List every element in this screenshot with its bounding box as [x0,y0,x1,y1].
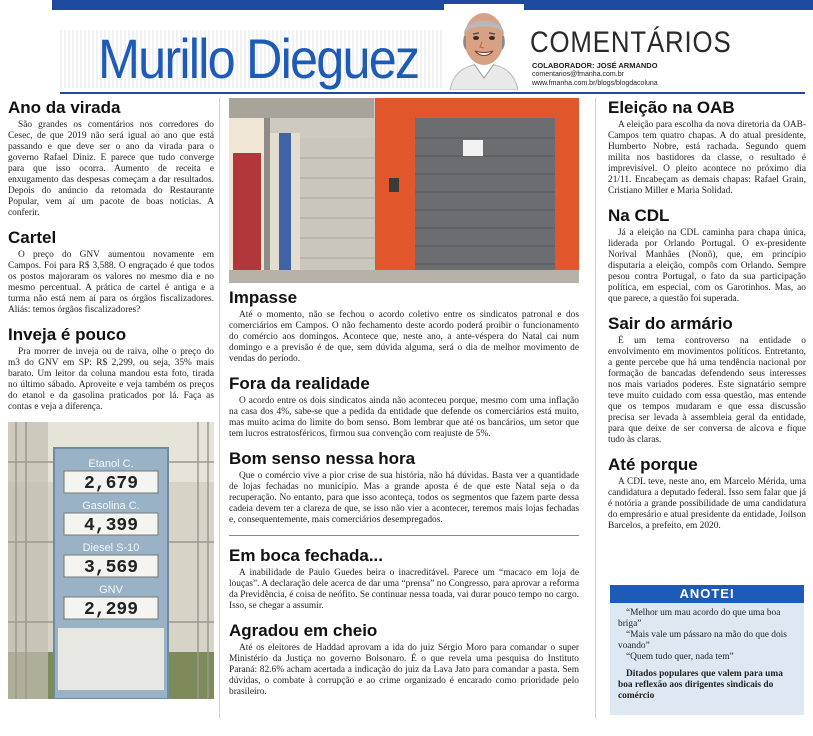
note-body: Até o momento, não se fechou o acordo coletivo entre os sindicatos patronal e dos comerciários em Campos. O não fechamento deste acordo poderá proibir o funcionamento do comércio aos domingos. Acontece que, neste ano, a ante-véspera do Natal cai num domingo e a previsão é de que, sem dúvida alguma, será o dia de melhor movimento de vendas do período. [229,310,579,364]
anotei-closing: Ditados populares que valem para uma boa reflexão aos dirigentes sindicais do comércio [618,669,783,701]
note-impasse [229,288,579,365]
column-divider-right [595,98,596,718]
fuel-price: 2,299 [83,600,139,620]
note-title: Cartel [8,228,57,247]
note-body: O acordo entre os dois sindicatos ainda não aconteceu porque, mesmo com uma inflação na casa dos 4%, sabe-se que a pedida da entidade que defende os comerciários está muito, mas muito acima do limite do bom senso. Bom lembrar que até os bancários, um setor que tem lucros estratosféricos, firmou sua convenção com reajuste de 5%. [229,396,579,439]
fuel-price-sign-photo [8,422,214,699]
section-separator [229,535,579,536]
anotei-title: ANOTEI [610,585,804,603]
note-cartel [8,228,214,316]
note-body: A CDL teve, neste ano, em Marcelo Mérida, uma candidatura a deputado federal. Isso sem falar que já é notória a grande possibilidade de uma candidatura do empresário e atual presidente da entidade, Joilson Barcelos, a prefeito, em 2020. [608,477,806,531]
note-na-cdl [608,206,806,305]
fuel-price: 2,679 [83,474,139,494]
note-body: Pra morrer de inveja ou de raiva, olhe o preço do m3 do GNV em SP: R$ 2,299, ou seja, 35% mais barato. Um leitor da coluna mandou esta foto, tirada no último sábado. Aproveite e veja também os preços do etanol e da gasolina praticados por lá. Faça as contas e veja a diferença. [8,347,214,412]
header-blue-strip [52,0,813,10]
note-title: Até porque [608,455,698,474]
note-body: O preço do GNV aumentou novamente em Campos. Foi para R$ 3,588. O engraçado é que todos os postos majoraram os valores no mesmo dia e no mesmo percentual. A prática de cartel é antiga e a turma não está nem aí para os órgãos fiscalizadores. Aliás: temos órgãos fiscalizadores? [8,250,214,315]
fuel-price: 3,569 [83,558,139,578]
note-sair-do-armario [608,314,806,446]
fuel-label: Etanol C. [88,458,134,470]
closed-shops-photo [229,98,579,283]
note-body: A eleição para escolha da nova diretoria da OAB-Campos tem quatro chapas. A do atual presidente, Humberto Nobre, está rachada. Segundo quem milita nos bastidores da classe, o resultado é imprevisível. O pleito acontece no próximo dia 21/11. Encabeçam as demais chapas: Rafael Grain, Cristiano Miller e Maria Solidad. [608,120,806,196]
blog-url[interactable]: www.fmanha.com.br/blogs/blogdacoluna [532,80,658,87]
header-rule [60,92,805,94]
note-title: Impasse [229,288,298,307]
note-title: Em boca fechada... [229,546,383,565]
note-ano-da-virada [8,98,214,219]
note-title: Bom senso nessa hora [229,449,416,468]
anotei-quote: “Melhor um mau acordo do que uma boa briga” [618,608,781,629]
note-title: Inveja é pouco [8,325,127,344]
collaborator-credit: COLABORADOR: JOSÉ ARMANDO [532,61,658,70]
column-header [0,0,813,96]
note-fora-da-realidade [229,374,579,440]
column-divider-left [219,98,220,718]
note-bom-senso [229,449,579,526]
anotei-quote: “Mais vale um pássaro na mão do que dois voando” [618,630,787,651]
note-body: Que o comércio vive a pior crise de sua história, não há dúvidas. Basta ver a quantidade de lojas fechadas no município. Mas a grande aposta é de que este Natal seja o da recuperação. No entanto, para que isso aconteça, todos os segmentos que fazem parte dessa cadeia devem ter a clareza de que, se isso não vier a acontecer, teremos mais lojas fechadas e, consequentemente, mais comerciários desempregados. [229,471,579,525]
note-title: Fora da realidade [229,374,370,393]
contact-email[interactable]: comentarios@fmanha.com.br [532,71,624,78]
note-body: Já a eleição na CDL caminha para chapa única, liderada por Orlando Portugal. O ex-presidente Norival Manhães (Nonô), que, em princípio disputaria a eleição, compôs com Orlando. Sempre pesou contra Portugal, o fato da sua participação política, em especial, com os Garotinhos. Mas, ao que parece, a questão foi superada. [608,228,806,304]
note-ate-porque [608,455,806,532]
header-credits [532,61,658,88]
note-body: A inabilidade de Paulo Guedes beira o inacreditável. Parece um “macaco em loja de louças”. A declaração dele acerca de dar uma “prensa” no Congresso, para aprovar a reforma da Previdência, é coisa de neófito. Se continuar nessa toada, vai durar pouco tempo no cargo. Isso, se chegar a assumir. [229,568,579,611]
fuel-price: 4,399 [83,516,139,536]
note-body: São grandes os comentários nos corredores do Cesec, de que 2019 não será igual ao ano que está passando e que deve ser o ano da virada para o governo Rafael Diniz. E parece que tudo converge para que isso ocorra. Aumento de receita e enxugamento das despesas começam a dar resultados. Depois do anúncio da retomada do Restaurante Popular, vem aí um pacote de boas notícias. A conferir. [8,120,214,218]
note-agradou-em-cheio [229,621,579,698]
columnist-name: Murillo Dieguez [98,27,419,90]
middle-column [229,98,579,707]
note-em-boca-fechada [229,546,579,612]
note-title: Na CDL [608,206,670,225]
right-column [608,98,806,541]
anotei-quote: “Quem tudo quer, nada tem” [626,652,734,662]
note-title: Ano da virada [8,98,121,117]
left-column [8,98,214,699]
columnist-photo [444,4,524,90]
note-title: Agradou em cheio [229,621,378,640]
note-title: Eleição na OAB [608,98,735,117]
section-title: COMENTÁRIOS [530,26,732,59]
note-body: É um tema controverso na entidade o envolvimento em movimentos políticos. Entretanto, a gente percebe que há uma tendência nacional por formação de bancadas defendendo seus interesses nos mais variados poderes. Este signatário sempre teve muito cuidado com essa questão, mas entende que os tempos mudaram e que essa discussão precisa ser levada à assembleia geral da entidade, para que deixe de ser conversa de alcova e fique tudo às claras. [608,336,806,445]
fuel-label: GNV [99,584,123,596]
note-body: Até os eleitores de Haddad aprovam a ida do juiz Sérgio Moro para comandar o super Ministério da Justiça no governo Bolsonaro. É o que revela uma pesquisa do Instituto Paraná: 82.6% acham acertada a indicação do juiz da Lava Jato para comandar a pasta. Sem dúvidas, o combate à corrupção e ao crime organizado é encarado como prioridade pelo brasileiro. [229,643,579,697]
fuel-label: Gasolina C. [82,500,140,512]
note-eleicao-oab [608,98,806,197]
anotei-box [610,585,804,715]
note-inveja-e-pouco [8,325,214,413]
fuel-label: Diesel S-10 [82,542,140,554]
note-title: Sair do armário [608,314,733,333]
